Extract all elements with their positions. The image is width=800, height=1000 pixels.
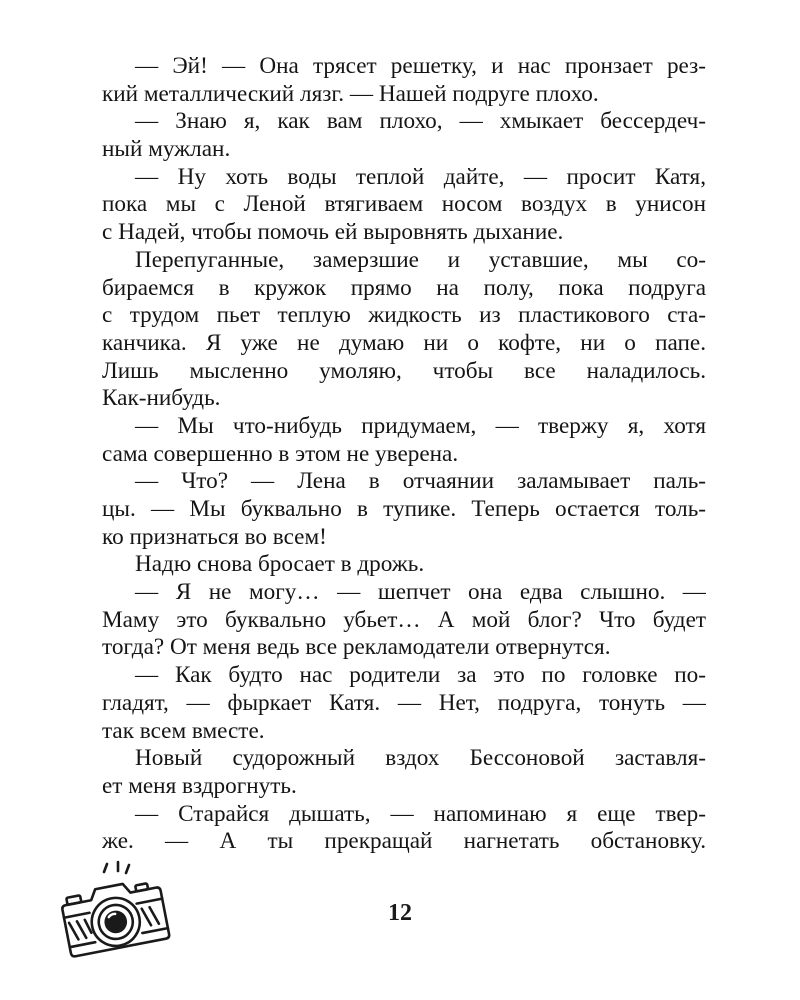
text-line: — Я не могу… — шепчет она едва слышно. — [135, 579, 706, 606]
page-text [102, 53, 706, 856]
page-number: 12 [388, 900, 412, 926]
text-line: — Мы что-нибудь придумаем, — твержу я, хотя [135, 412, 706, 439]
text-line: Как-нибудь. [102, 385, 221, 412]
text-line: — Как будто нас родители за это по головке по- [135, 662, 706, 689]
text-line: цы. — Мы буквально в тупике. Теперь остается толь- [102, 496, 706, 522]
text-line: ет меня вздрогнуть. [102, 772, 297, 799]
text-line: — Что? — Лена в отчаянии заламывает паль- [135, 468, 706, 495]
text-line: Надю снова бросает в дрожь. [135, 551, 425, 578]
text-line: — Эй! — Она трясет решетку, и нас пронзает рез- [135, 53, 706, 79]
text-line: бираемся в кружок прямо на полу, пока подруга [102, 274, 706, 301]
text-line: же. — А ты прекращай нагнетать обстановку. [102, 828, 706, 855]
text-line: — Ну хоть воды теплой дайте, — просит Катя, [135, 163, 706, 190]
text-line: так всем вместе. [102, 717, 265, 744]
text-line: кий металлический лязг. — Нашей подруге плохо. [102, 80, 599, 107]
text-line: ко признаться во всем! [102, 523, 327, 550]
text-line: с Надей, чтобы помочь ей выровнять дыхание. [102, 219, 564, 246]
text-line: Маму это буквально убьет… А мой блог? Что будет [102, 606, 706, 633]
camera-icon [55, 858, 175, 958]
text-line: пока мы с Леной втягиваем носом воздух в унисон [102, 191, 706, 218]
text-line: ный мужлан. [102, 136, 231, 163]
text-line: Перепуганные, замерзшие и уставшие, мы со- [135, 246, 706, 273]
text-line: тогда? От меня ведь все рекламодатели отвернутся. [102, 634, 611, 661]
text-line: сама совершенно в этом не уверена. [102, 440, 459, 467]
text-line: гладят, — фыркает Катя. — Нет, подруга, тонуть — [102, 689, 706, 716]
text-line: канчика. Я уже не думаю ни о кофте, ни о папе. [102, 329, 706, 356]
text-line: Новый судорожный вздох Бессоновой заставля- [135, 745, 706, 772]
text-line: Лишь мысленно умоляю, чтобы все наладилось. [102, 357, 706, 384]
text-line: — Старайся дышать, — напоминаю я еще твер- [135, 800, 706, 827]
text-line: с трудом пьет теплую жидкость из пластикового ста- [102, 302, 706, 329]
text-line: — Знаю я, как вам плохо, — хмыкает бессердеч- [135, 108, 706, 135]
